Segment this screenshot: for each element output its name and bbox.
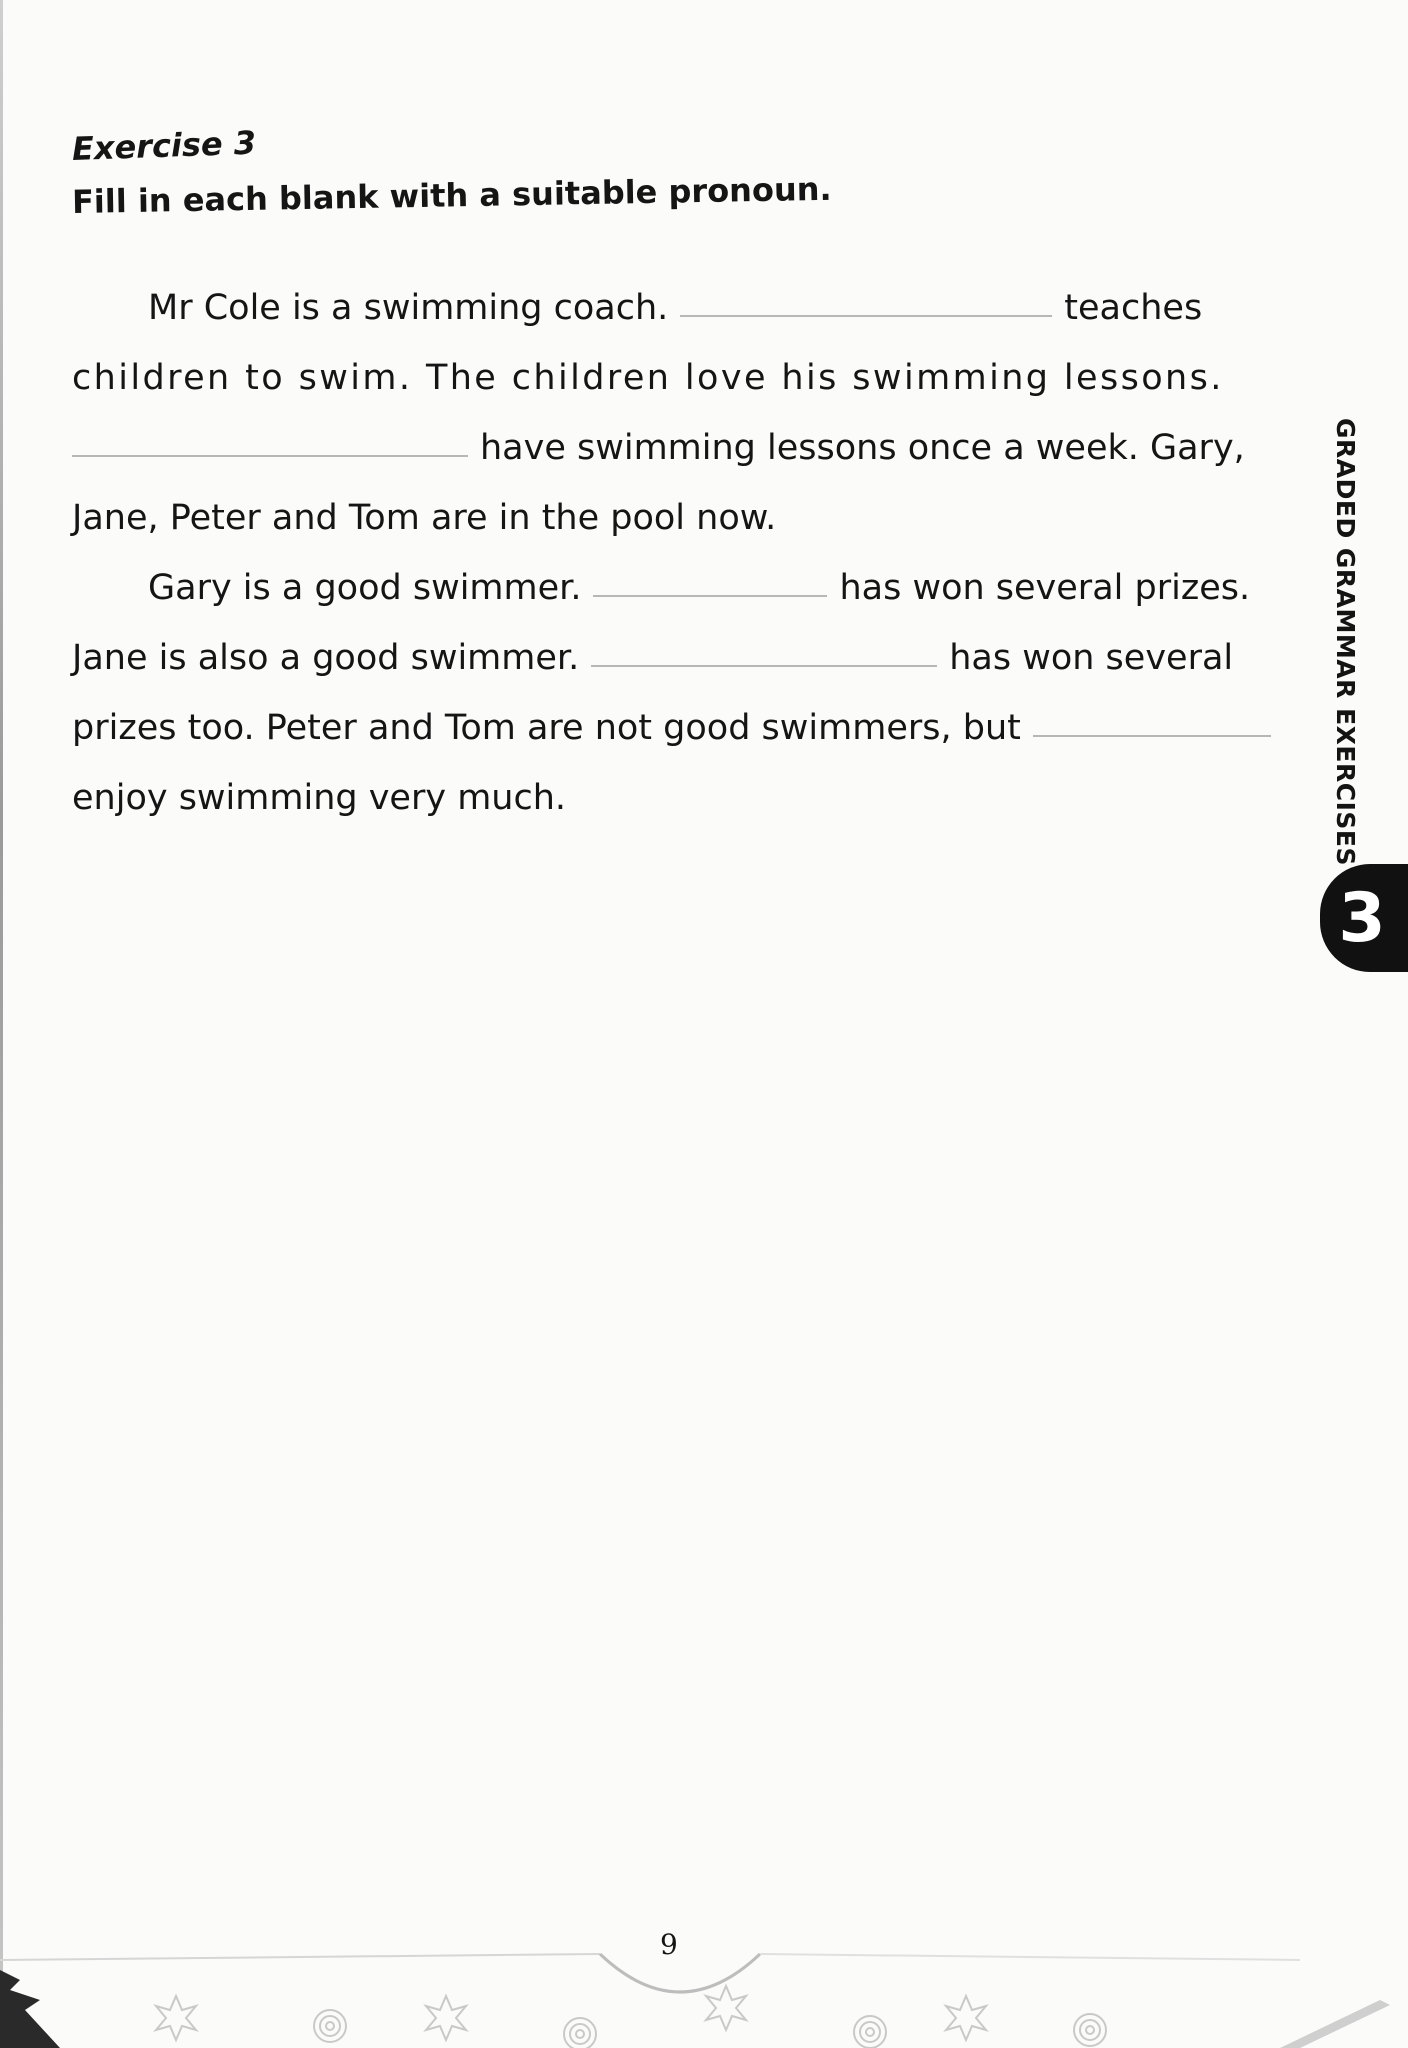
passage-text: has won several — [949, 638, 1234, 678]
passage-line-7 — [72, 708, 1283, 748]
side-tab — [1320, 418, 1360, 866]
passage-text: children to swim. The children love his swimming lessons. — [72, 358, 1224, 398]
footer-decoration — [0, 1930, 1408, 2048]
passage-text: Jane, Peter and Tom are in the pool now. — [72, 498, 777, 538]
passage-text: have swimming lessons once a week. Gary, — [480, 428, 1245, 468]
passage-line-2 — [72, 358, 1224, 398]
passage-text: Mr Cole is a swimming coach. — [148, 288, 669, 328]
passage-line-4 — [72, 498, 776, 538]
passage-text: enjoy swimming very much. — [72, 778, 567, 818]
passage-text: Jane is also a good swimmer. — [72, 638, 580, 678]
passage-text: has won several prizes. — [839, 568, 1251, 608]
answer-blank-3[interactable] — [593, 595, 827, 597]
answer-blank-2[interactable] — [72, 455, 468, 457]
passage-line-6 — [72, 638, 1233, 678]
passage-text: teaches — [1064, 288, 1203, 328]
passage-line-3 — [72, 428, 1245, 468]
chapter-badge: 3 — [1320, 864, 1408, 972]
side-tab-label: GRADED GRAMMAR EXERCISES — [1331, 418, 1360, 866]
page-binding-edge — [0, 0, 3, 2048]
exercise-instruction: Fill in each blank with a suitable pronoun. — [71, 169, 832, 221]
answer-blank-1[interactable] — [680, 315, 1052, 317]
passage-text: prizes too. Peter and Tom are not good swimmers, but — [72, 708, 1021, 748]
passage-text: Gary is a good swimmer. — [148, 568, 582, 608]
passage-line-8 — [72, 778, 566, 818]
passage-line-1 — [148, 288, 1202, 328]
answer-blank-5[interactable] — [1033, 735, 1271, 737]
answer-blank-4[interactable] — [591, 665, 937, 667]
page-number: 9 — [660, 1928, 678, 1961]
passage-line-5 — [148, 568, 1250, 608]
exercise-heading: Exercise 3 — [71, 123, 257, 168]
